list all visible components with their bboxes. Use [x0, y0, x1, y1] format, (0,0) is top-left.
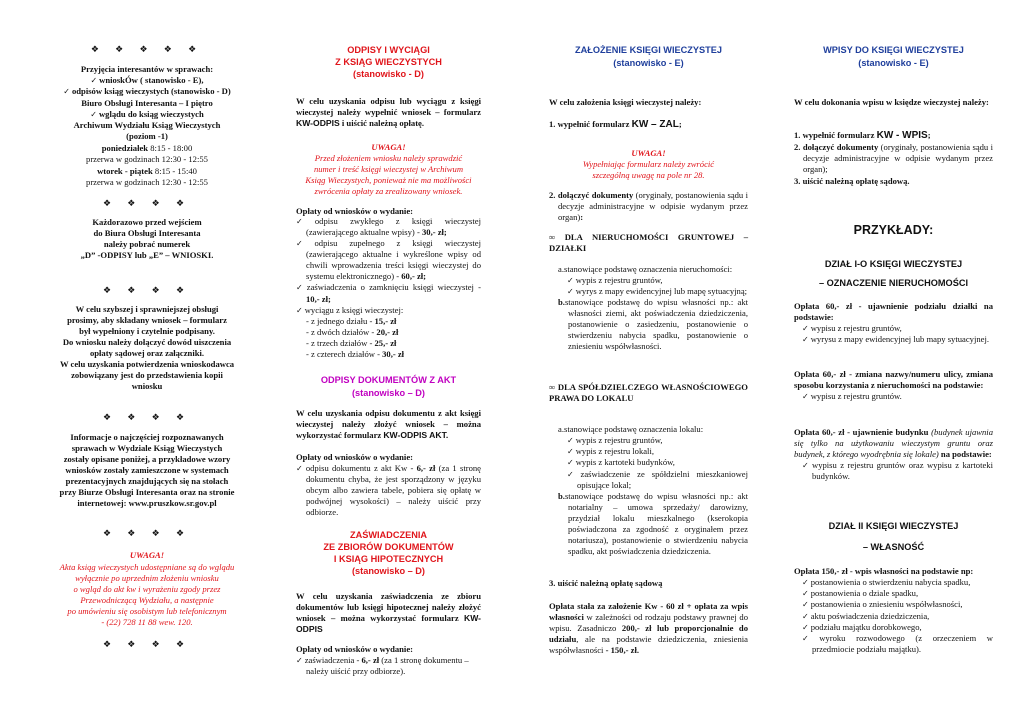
fees-list: ✓ odpisu zwykłego z księgi wieczystej (zawierającego aktualne wpisy) - 30,- zł; ✓ odpisu zupełnego z księgi wieczystej (zawierającego aktualne i wykreślone wpisy od chwili wprowadzenia treści księgi wieczystej do systemu elektronicznego) - 60,- zł; ✓ zaświadczenia o zamknięciu księgi wieczystej - 10,- zł; ✓ wyciągu z księgi wieczystej: - z jednego działu - 15,- zł - z dwóch działów - 20,- zł - z trzech działów - 25,- zł - z czterech działów - 30,- zł — [296, 216, 481, 360]
section-station: (stanowisko - E) — [858, 58, 929, 68]
service-item: ✓ wglądu do ksiąg wieczystych — [34, 109, 260, 120]
section-station: (stanowisko - E) — [613, 58, 684, 68]
column-entries — [794, 0, 993, 724]
example-street: Opłata 60,- zł - zmiana nazwy/numeru ulicy, zmiana sposobu korzystania z nieruchomości na podstawie: ✓ wypisu z rejestru gruntów. — [794, 369, 993, 402]
section-heading: WPISY DO KSIĘGI WIECZYSTEJ — [823, 45, 964, 55]
step-1: 1. wypełnić formularz KW - WPIS; — [794, 130, 931, 141]
step-3: 3. uiścić należną opłatę sądową. — [794, 176, 910, 186]
coop-heading: ∞ DLA SPÓŁDZIELCZEGO WŁASNOŚCIOWEGO PRAWA DO LOKALU — [549, 382, 748, 403]
copies-intro: W celu uzyskania odpisu lub wyciągu z księgi wieczystej należy wypełnić wniosek – formularz KW-ODPIS i uiścić należną opłatę. — [296, 96, 481, 128]
examples-heading: PRZYKŁADY: — [853, 223, 934, 237]
section-subheading: – WŁASNOŚĆ — [862, 542, 925, 552]
office-location: Biuro Obsługi Interesanta – I piętro — [81, 98, 213, 108]
fees-item: ✓ odpisu dokumentu z akt Kw - 6,- zł (za 1 stronę dokumentu chyba, że jest sporządzony w języku obcym albo zawiera tabele, pobiera się opłatę w podwójnej wysokości) – należy uiścić przy odbiorze. — [296, 463, 481, 518]
ornament-divider: ❖ ❖ ❖ ❖ — [102, 412, 192, 422]
column-copies — [296, 0, 481, 724]
step-3: 3. uiścić należną opłatę sądową — [549, 578, 663, 588]
documents-intro: W celu uzyskania odpisu dokumentu z akt księgi wieczystej należy złożyć wniosek – można wykorzystać formularz KW-ODPIS AKT. — [296, 408, 481, 440]
warning-title: UWAGA! — [371, 142, 406, 152]
warning-title: UWAGA! — [631, 148, 666, 158]
section-heading: ZAŁOŻENIE KSIĘGI WIECZYSTEJ — [574, 45, 722, 55]
information-block: Informacje o najczęściej rozpoznawanych sprawach w Wydziale Ksiąg Wieczystych zostały opisane poniżej, a przykładowe wzory wniosków zostały zamieszczone w systemach prezentacyjnych znajdujących się na stołach przy Biurze Obsługi Interesanta oraz na stronie internetowej: www.pruszkow.sr.gov.pl — [59, 432, 235, 508]
fees-heading: Opłaty od wniosków o wydanie: — [296, 452, 413, 462]
ornament-divider: ❖ ❖ ❖ ❖ ❖ — [90, 44, 204, 54]
column-new-book — [549, 0, 748, 724]
application-instructions: W celu szybszej i sprawniejszej obsługi prosimy, aby składany wniosek – formularz był wypełniony i czytelnie podpisany. Do wniosku należy dołączyć dowód uiszczenia opłaty sądowej oraz załączniki. W celu uzyskania potwierdzenia wnioskodawca zobowiązany jest do przedstawienia kopii wniosku — [59, 304, 235, 391]
warning-text: Wypełniając formularz należy zwrócić szczególną uwagę na pole nr 28. — [582, 159, 715, 180]
section-station: (stanowisko – D) — [351, 388, 425, 398]
warning-text: Przed złożeniem wniosku należy sprawdzić numer i treść księgi wieczystej w Archiwum Ksiąg Wieczystych, ponieważ nie ma możliwości zwrócenia opłaty za zrealizowany wniosek. — [305, 153, 472, 196]
entries-intro: W celu dokonania wpisu w księdze wieczystej należy: — [794, 97, 989, 107]
break-hours: przerwa w godzinach 12:30 - 12:55 — [86, 177, 208, 187]
ornament-divider: ❖ ❖ ❖ ❖ — [102, 285, 192, 295]
ornament-divider: ❖ ❖ ❖ ❖ — [102, 198, 192, 208]
hours-monday: poniedziałek 8:15 - 18:00 — [101, 143, 193, 153]
example-ownership: Opłata 150,- zł - wpis własności na podstawie np: ✓ postanowienia o stwierdzeniu nabycia spadku, ✓ postanowienia o dziale spadku, ✓ postanowienia o zniesieniu współwłasności, ✓ aktu poświadczenia dziedziczenia, ✓ podziału majątku dorobkowego, ✓ wyroku rozwodowego (z orzeczeniem w przedmiocie podziału majątku). — [794, 566, 993, 655]
step-1: 1. wypełnić formularz KW – ZAL; — [549, 119, 682, 130]
ticket-info: Każdorazowo przed wejściem do Biura Obsługi Interesanta należy pobrać numerek „D” -ODPISY lub „E” – WNIOSKI. — [80, 217, 214, 260]
hours-tue-fri: wtorek - piątek 8:15 - 15:40 — [97, 166, 197, 176]
hours-heading: Przyjęcia interesantów w sprawach: — [80, 64, 214, 74]
section-heading: DZIAŁ I-O KSIĘGI WIECZYSTEJ — [824, 259, 963, 269]
step-2: 2. dołączyć dokumenty (oryginały, postanowienia sądu i decyzje administracyjne w odpisie wydanym przez organ): — [549, 190, 749, 222]
archive-level: (poziom -1) — [126, 131, 168, 141]
break-hours: przerwa w godzinach 12:30 - 12:55 — [86, 154, 208, 164]
land-docs: a.stanowiące podstawę oznaczenia nieruchomości: ✓ wypis z rejestru gruntów, ✓ wyrys z mapy ewidencyjnej lub mapę sytuacyjną; b.stanowiące podstawę do wpisu własności np.: akt własności ziemi, akt poświadczenia dziedziczenia, postanowienie o zasiedzeniu, postanowienie o stwierdzeniu nabycia spadku, postanowienie o zniesieniu współwłasności. — [549, 264, 748, 352]
step-2: 2. dołączyć dokumenty (oryginały, postanowienia sądu i decyzje administracyjne w odpisie wydanym przez organ); — [794, 142, 994, 174]
ornament-divider: ❖ ❖ ❖ ❖ — [102, 528, 192, 538]
warning-title: UWAGA! — [129, 550, 165, 560]
section-heading: DZIAŁ II KSIĘGI WIECZYSTEJ — [828, 521, 959, 531]
section-heading: ODPISY I WYCIĄGI Z KSIĄG WIECZYSTYCH (stanowisko - D) — [335, 45, 442, 79]
ornament-divider: ❖ ❖ ❖ ❖ — [102, 639, 192, 649]
service-item: ✓ wnioskÓw ( stanowisko - E), — [34, 75, 260, 86]
fees-heading: Opłaty od wniosków o wydanie: — [296, 206, 413, 216]
new-book-fee: Opłata stała za założenie Kw - 60 zł + opłata za wpis własności w zależności od rodzaju podstawy prawnej do wpisu. Zasadniczo 200,- zł lub proporcjonalnie do udziału, ale na podstawie dziedziczenia, zniesienia współwłasności - 150,- zł. — [549, 601, 749, 655]
coop-docs: a.stanowiące podstawę oznaczenia lokalu: ✓ wypis z rejestru gruntów, ✓ wypis z rejestru lokali, ✓ wypis z kartoteki budynków, ✓ zaświadczenie ze spółdzielni mieszkaniowej opisujące lokal; b.stanowiące podstawę do wpisu własności np.: akt notarialny – umowa sprzedaży/ darowizny, przydział lokalu mieszkalnego (kserokopia poświadczona za zgodność z oryginałem przez notariusza), postanowienie o stwierdzeniu nabycia spadku, akt poświadczenia dziedziczenia. — [549, 424, 748, 557]
archive-location: Archiwum Wydziału Ksiąg Wieczystych — [73, 120, 221, 130]
land-plot-heading: ∞ DLA NIERUCHOMOŚCI GRUNTOWEJ – DZIAŁKI — [549, 232, 748, 253]
certificates-intro: W celu uzyskania zaświadczenia ze zbioru dokumentów lub księgi hipotecznej należy złożyć wniosek – można wykorzystać formularz KW-ODPIS — [296, 591, 481, 634]
column-info — [34, 0, 260, 724]
fees-heading: Opłaty od wniosków o wydanie: — [296, 644, 413, 654]
example-division: Opłata 60,- zł - ujawnienie podziału działki na podstawie: ✓ wypisu z rejestru gruntów, ✓ wyrysu z mapy ewidencyjnej lub mapy sytuacyjnej. — [794, 301, 993, 345]
service-item: ✓ odpisów ksiąg wieczystych (stanowisko - D) — [34, 86, 260, 97]
example-building: Opłata 60,- zł - ujawnienie budynku (budynek ujawnia się tylko na użytkowaniu wieczystym gruntu oraz budynek, z którego wyodrębnia się lokale) na podstawie: ✓ wypisu z rejestru gruntów oraz wypisu z kartoteki budynków. — [794, 427, 993, 482]
section-heading: ZAŚWIADCZENIA ZE ZBIORÓW DOKUMENTÓW I KSIĄG HIPOTECZNYCH (stanowisko – D) — [323, 530, 454, 576]
fees-item: ✓ zaświadczenia - 6,- zł (za 1 stronę dokumentu – należy uiścić przy odbiorze). — [296, 655, 481, 677]
warning-text: Akta ksiąg wieczystych udostępniane są do wglądu wyłącznie po uprzednim złożeniu wniosku o wgląd do akt kw i wyrażeniu zgody przez Przewodniczącą Wydziału, a następnie po umówieniu się osobistym lub telefonicznym - (22) 728 11 88 wew. 120. — [59, 562, 235, 627]
new-book-intro: W celu założenia księgi wieczystej należy: — [549, 97, 702, 107]
section-heading: ODPISY DOKUMENTÓW Z AKT — [320, 375, 457, 385]
section-subheading: – OZNACZENIE NIERUCHOMOŚCI — [818, 278, 969, 288]
